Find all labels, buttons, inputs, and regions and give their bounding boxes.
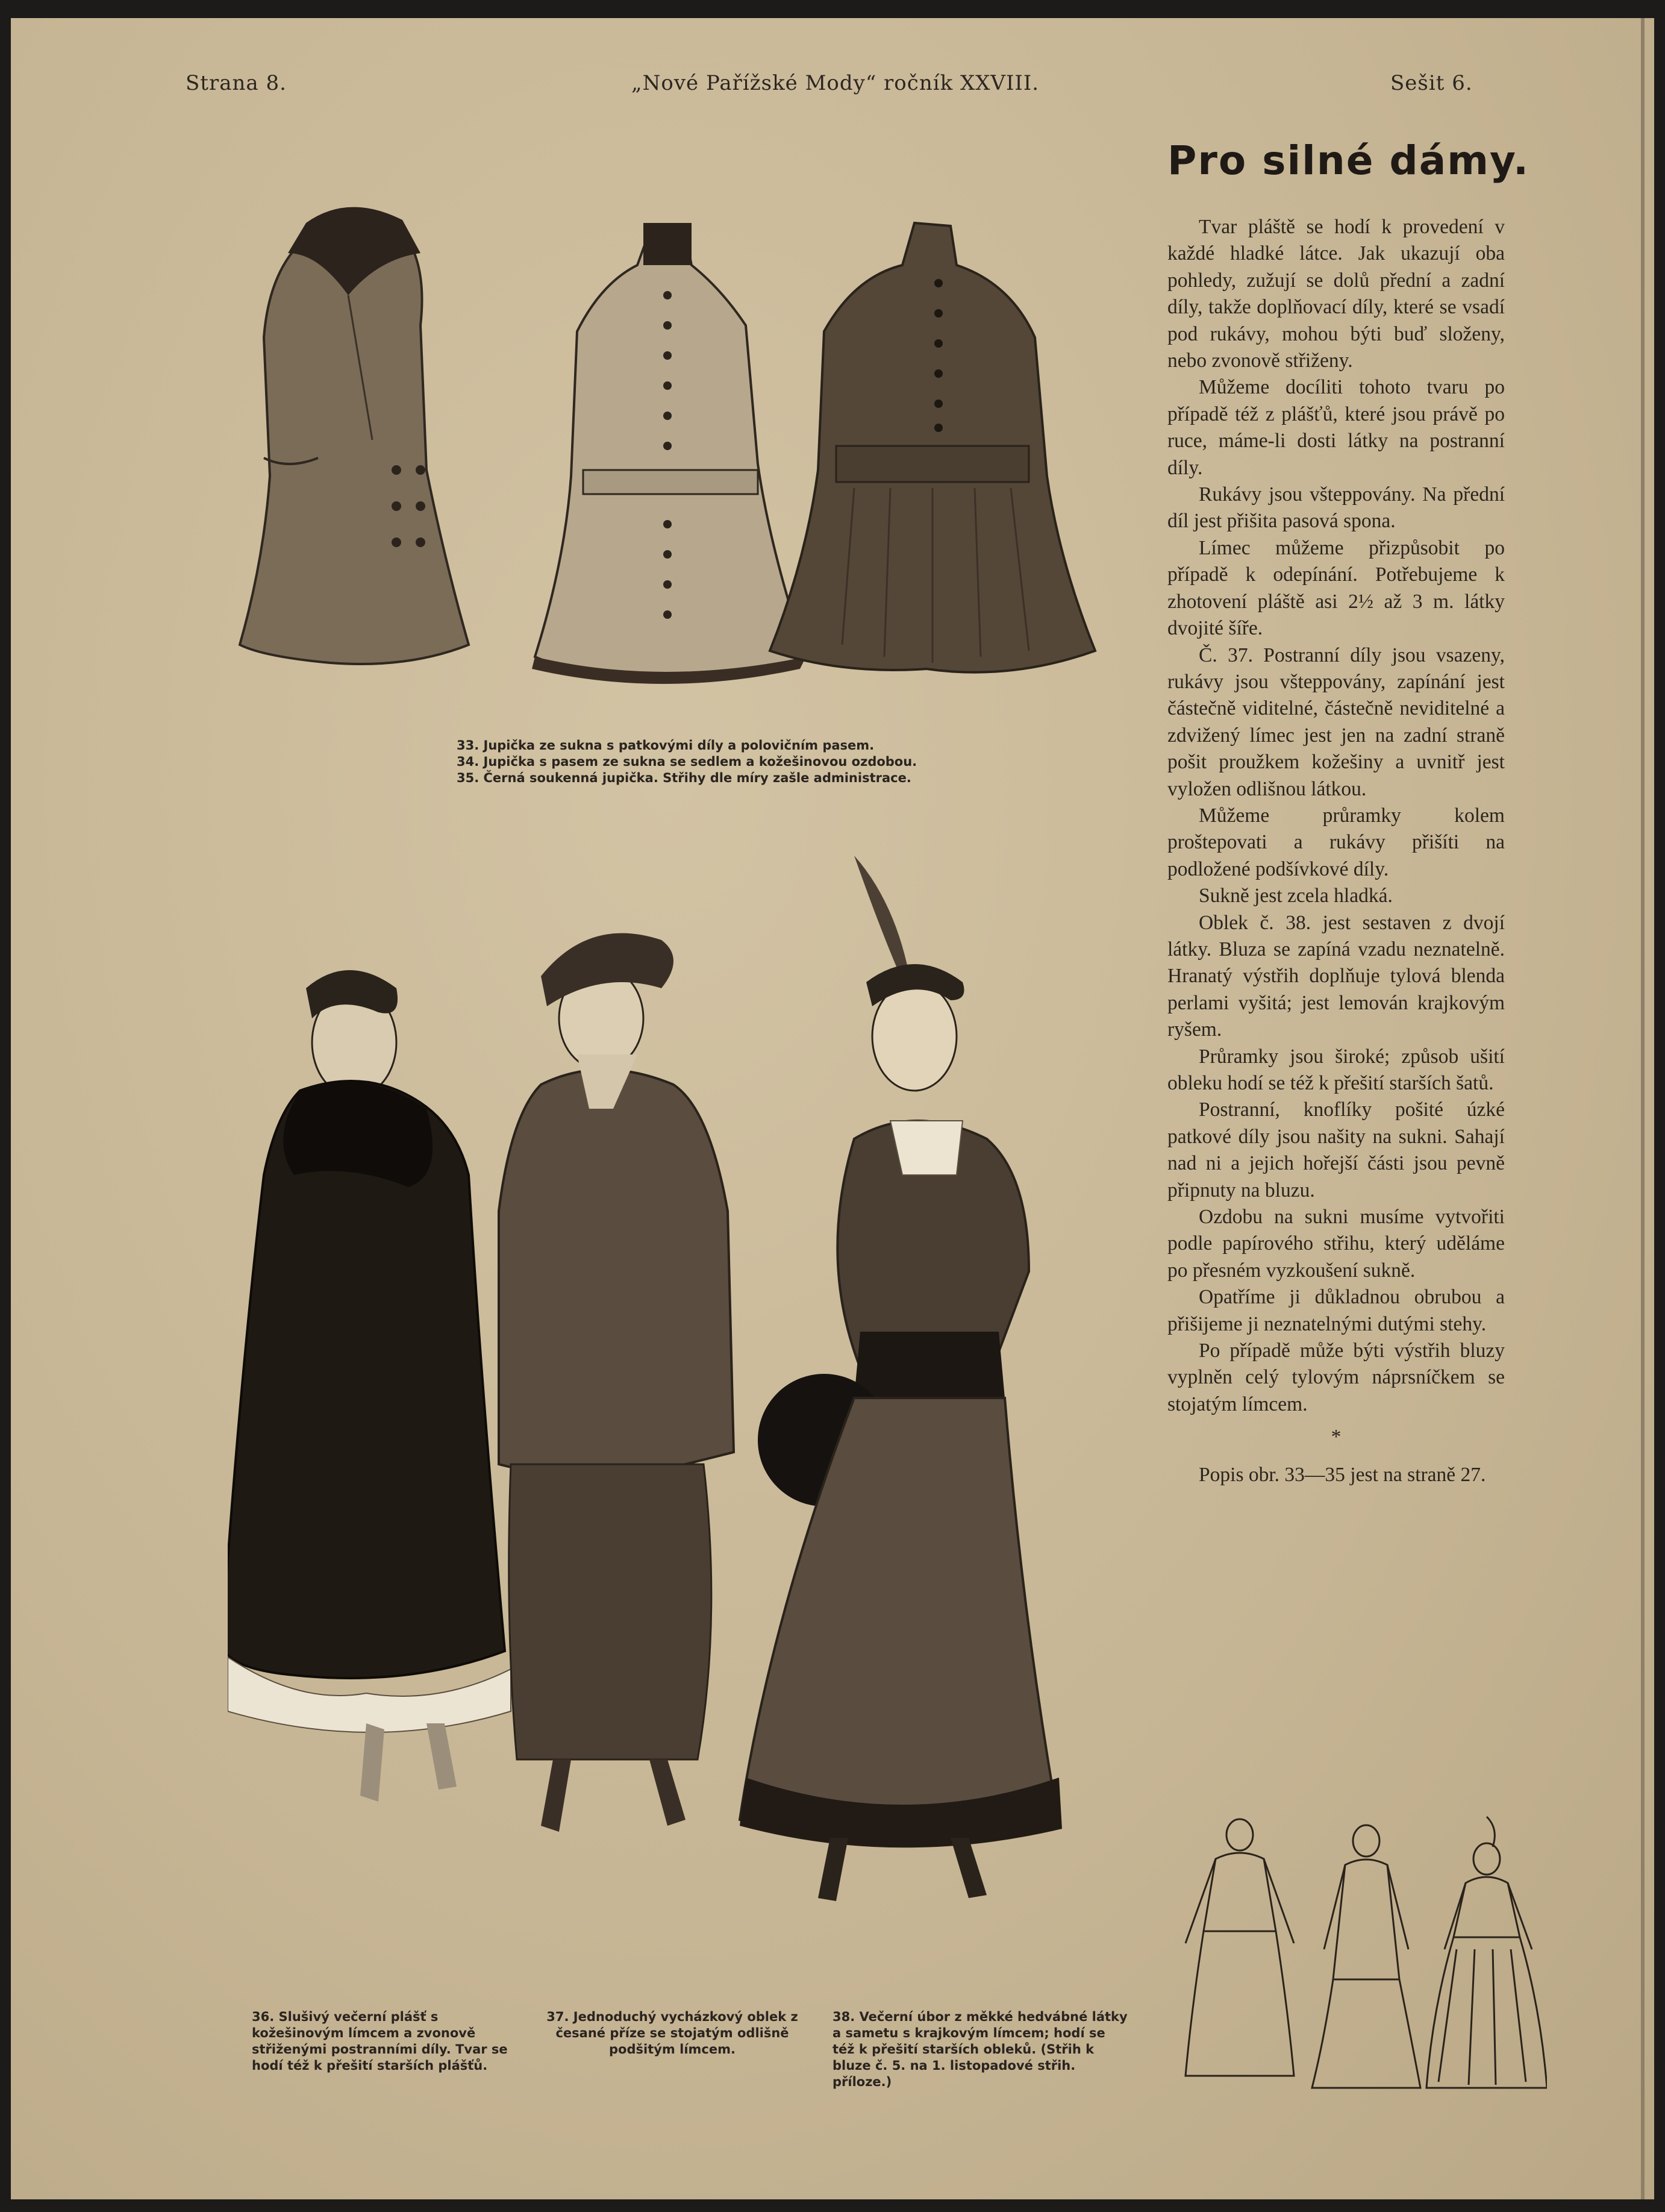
article-paragraph: Č. 37. Postranní díly jsou vsazeny, rukávy jsou všteppovány, zapínání jest částečně viditelné, částečně neviditelné a zdvižený límec jest jen na zadní straně pošit proužkem kožešiny a uvnitř jest vyložen odlišnou látkou.: [1167, 644, 1505, 800]
caption-36: 36. Slušivý večerní plášť s kožešinovým límcem a zvonově střiženými postranními díly. Tvar se hodí též k přešití starších plášťů.: [252, 2010, 508, 2073]
jacket-33-figure: [240, 207, 469, 664]
sketch-38-back: [1426, 1817, 1547, 2088]
magazine-title: „Nové Pařížské Mody“ ročník XXVIII.: [631, 71, 1040, 95]
article-paragraph: Opatříme ji důkladnou obrubou a přišijeme ji neznatelnými dutými stehy.: [1167, 1286, 1505, 1335]
article-paragraph: Oblek č. 38. jest sestaven z dvojí látky. Bluza se zapíná vzadu neznatelně. Hranatý výstřih doplňuje tylová blenda perlami vyšitá; jest lemován krajkovým ryšem.: [1167, 911, 1505, 1041]
issue-number: Sešit 6.: [1390, 71, 1473, 95]
separator-asterisk: *: [1331, 1426, 1342, 1449]
article-paragraph: Průramky jsou široké; způsob ušití obleku hodí se též k přešití starších šatů.: [1167, 1045, 1505, 1094]
description-note: Popis obr. 33—35 jest na straně 27.: [1199, 1463, 1486, 1486]
caption-37: 37. Jednoduchý vycházkový oblek z česané příze se stojatým odlišně podšitým límcem.: [546, 2010, 798, 2057]
article-paragraph: Sukně jest zcela hladká.: [1199, 885, 1393, 907]
article-paragraph: Můžeme průramky kolem proštepovati a rukávy přišíti na podložené podšívkové díly.: [1167, 804, 1505, 880]
article-body: [1167, 214, 1505, 1488]
article-paragraph: Postranní, knoflíky pošité úzké patkové díly jsou našity na sukni. Sahají nad ni a jejich hořejší části jsou pevně připnuty na bluzu.: [1167, 1098, 1505, 1202]
article-title: Pro silné dámy.: [1167, 137, 1530, 184]
jacket-34-figure: [532, 223, 806, 684]
article-paragraph: Tvar pláště se hodí k provedení v každé hladké látce. Jak ukazují oba pohledy, zužují se dolů přední a zadní díly, takže doplňovací díly, které se vsadí pod rukávy, mohou býti buď složeny, nebo zvonově střiženy.: [1167, 216, 1505, 372]
woman-36-figure: [228, 970, 511, 1802]
article-paragraph: Můžeme docíliti tohoto tvaru po případě též z plášťů, které jsou právě po ruce, máme-li dosti látky na postranní díly.: [1167, 376, 1505, 479]
women-illustration: [228, 838, 1119, 1970]
article-paragraph: Rukávy jsou všteppovány. Na přední díl jest přišita pasová spona.: [1167, 483, 1505, 533]
caption-38: 38. Večerní úbor z měkké hedvábné látky a sametu s krajkovým límcem; hodí se též k přešití starších obleků. (Střih k bluze č. 5. na 1. listopadové střih. příloze.): [832, 2010, 1128, 2089]
article-paragraph: Po případě může býti výstřih bluzy vyplněn celý tylovým náprsníčkem se stojatým límcem.: [1167, 1339, 1505, 1415]
page-edge-line: [1641, 18, 1645, 2199]
caption-33: 33. Jupička ze sukna s patkovými díly a polovičním pasem.: [457, 738, 875, 753]
top-caption: [457, 738, 939, 786]
article-paragraph: Límec můžeme přizpůsobit po případě k odepínání. Potřebujeme k zhotovení pláště asi 2½ až 3 m. látky dvojité šíře.: [1167, 536, 1505, 640]
magazine-page: [11, 18, 1654, 2199]
sketch-36-back: [1185, 1819, 1294, 2076]
caption-35: 35. Černá soukenná jupička. Střihy dle míry zašle administrace.: [457, 771, 911, 785]
jacket-35-figure: [770, 223, 1095, 672]
woman-37-figure: [499, 933, 734, 1832]
jackets-illustration: [228, 187, 1113, 693]
back-view-sketches: [1173, 1811, 1547, 2112]
page-number: Strana 8.: [186, 71, 287, 95]
woman-38-figure: [740, 856, 1062, 1901]
caption-34: 34. Jupička s pasem ze sukna se sedlem a kožešinovou ozdobou.: [457, 754, 917, 769]
sketch-37-back: [1312, 1825, 1420, 2088]
article-paragraph: Ozdobu na sukni musíme vytvořiti podle papírového střihu, který uděláme po přesném vyzkoušení sukně.: [1167, 1206, 1505, 1282]
